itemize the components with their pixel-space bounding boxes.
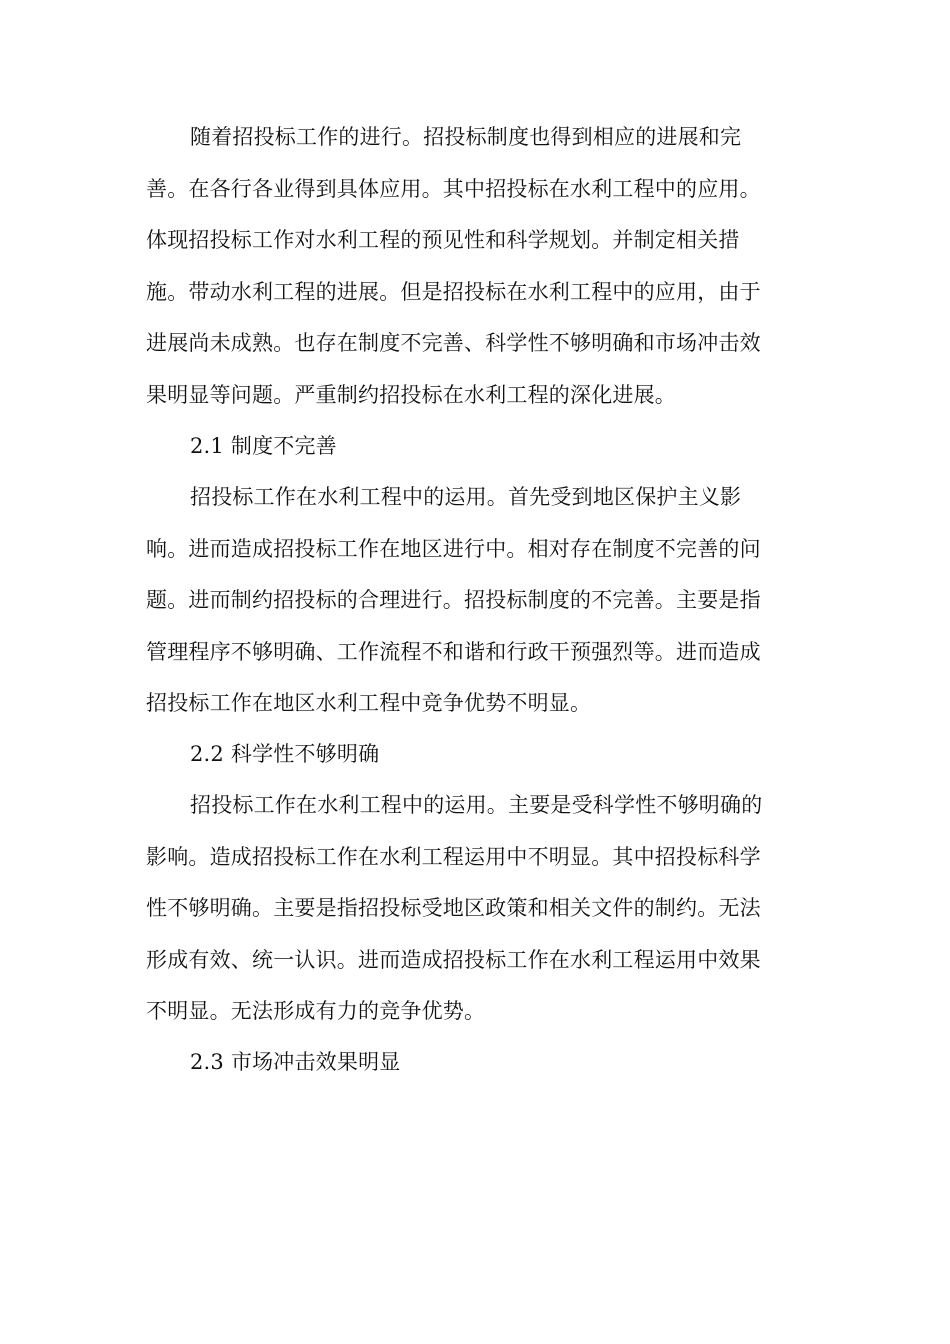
text-line: 进展尚未成熟。也存在制度不完善、科学性不够明确和市场冲击效 (146, 331, 761, 355)
text-line: 管理程序不够明确、工作流程不和谐和行政干预强烈等。进而造成 (146, 639, 761, 664)
section-heading: 2.2 科学性不够明确 (190, 742, 380, 766)
text-line: 影响。造成招投标工作在水利工程运用中不明显。其中招投标科学 (146, 844, 761, 869)
text-line: 性不够明确。主要是指招投标受地区政策和相关文件的制约。无法 (146, 896, 761, 920)
section-heading-2-2 (146, 729, 802, 781)
section-heading-2-1 (146, 421, 802, 473)
text-line: 体现招投标工作对水利工程的预见性和科学规划。并制定相关措 (146, 228, 740, 252)
paragraph-section-2-1 (146, 472, 802, 730)
text-line: 果明显等问题。严重制约招投标在水利工程的深化进展。 (146, 382, 676, 407)
text-line: 响。进而造成招投标工作在地区进行中。相对存在制度不完善的问 (146, 536, 761, 561)
paragraph-section-2-2 (146, 780, 802, 1038)
paragraph-text (146, 780, 802, 1038)
paragraph-intro (146, 112, 802, 421)
section-heading: 2.1 制度不完善 (190, 434, 337, 458)
text-line: 随着招投标工作的进行。招投标制度也得到相应的进展和完 (190, 125, 742, 149)
text-line: 招投标工作在水利工程中的运用。首先受到地区保护主义影 (190, 485, 742, 509)
text-line: 善。在各行各业得到具体应用。其中招投标在水利工程中的应用。 (146, 176, 761, 201)
section-heading-2-3 (146, 1037, 802, 1089)
text-line: 招投标工作在水利工程中的运用。主要是受科学性不够明确的 (190, 793, 763, 817)
text-line: 施。带动水利工程的进展。但是招投标在水利工程中的应用，由于 (146, 279, 761, 304)
text-line: 招投标工作在地区水利工程中竞争优势不明显。 (146, 691, 592, 715)
section-heading: 2.3 市场冲击效果明显 (190, 1050, 401, 1074)
text-line: 题。进而制约招投标的合理进行。招投标制度的不完善。主要是指 (146, 588, 761, 612)
paragraph-text (146, 472, 802, 730)
text-line: 不明显。无法形成有力的竞争优势。 (146, 999, 486, 1023)
paragraph-text (146, 112, 802, 421)
text-line: 形成有效、统一认识。进而造成招投标工作在水利工程运用中效果 (146, 947, 761, 972)
